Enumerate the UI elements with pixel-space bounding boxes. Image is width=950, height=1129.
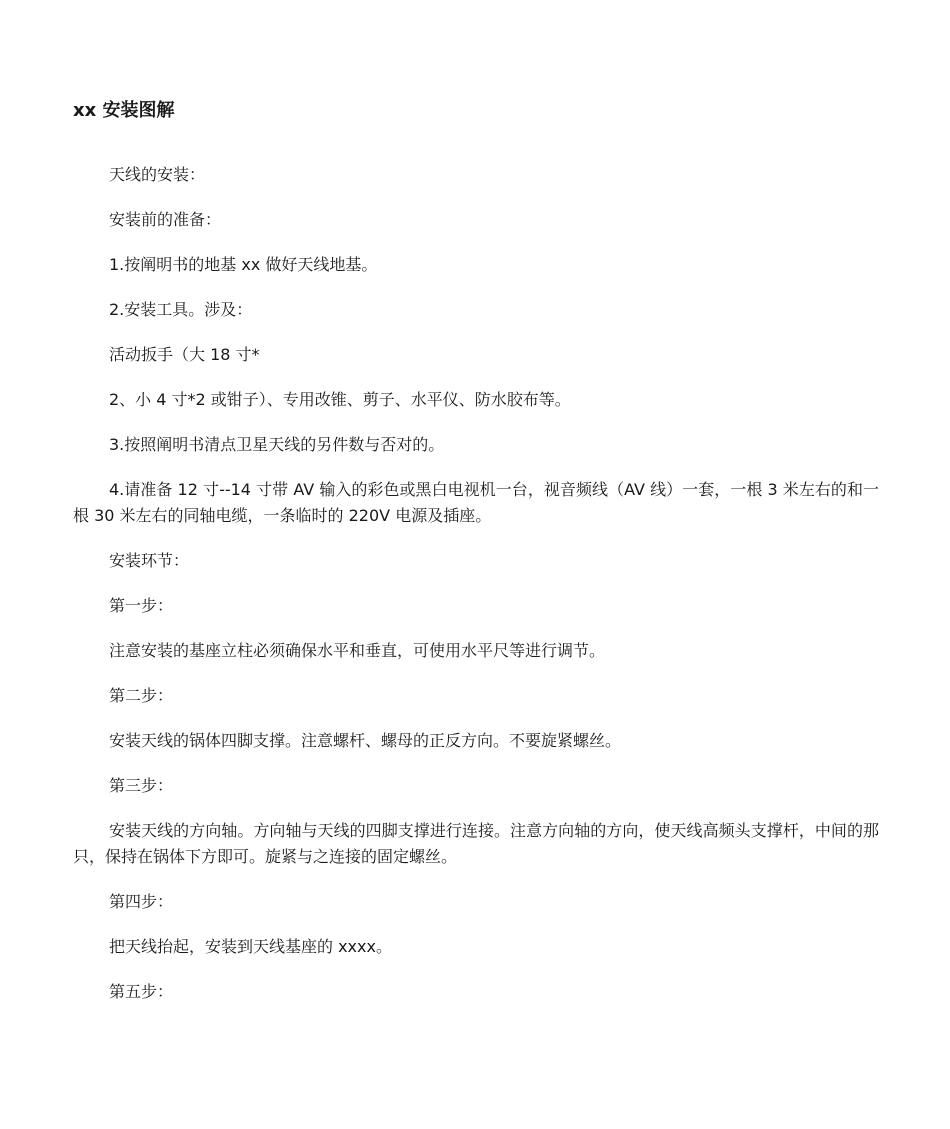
- paragraph-step-3: 安装天线的方向轴。方向轴与天线的四脚支撑进行连接。注意方向轴的方向，使天线高频头支撑杆，中间的那只，保持在锅体下方即可。旋紧与之连接的固定螺丝。: [73, 821, 879, 866]
- paragraph-install-steps: 安装环节：: [109, 551, 190, 570]
- paragraph-preparation: 安装前的准备：: [109, 210, 222, 229]
- paragraph-antenna-install: 天线的安装：: [109, 165, 206, 184]
- paragraph-step-2: 安装天线的锅体四脚支撑。注意螺杆、螺母的正反方向。不要旋紧螺丝。: [109, 731, 622, 750]
- paragraph-check-parts: 3.按照阐明书清点卫星天线的另件数与否对的。: [109, 435, 445, 454]
- document-title: xx 安装图解: [73, 100, 175, 121]
- paragraph-step-1: 注意安装的基座立柱必须确保水平和垂直，可使用水平尺等进行调节。: [109, 641, 606, 660]
- paragraph-step-foundation: 1.按阐明书的地基 xx 做好天线地基。: [109, 255, 378, 274]
- paragraph-tool-list: 2、小 4 寸*2 或钳子）、专用改锥、剪子、水平仪、防水胶布等。: [109, 390, 571, 409]
- heading-step-5: 第五步：: [109, 982, 174, 1001]
- heading-step-1: 第一步：: [109, 596, 174, 615]
- document-body: [73, 162, 879, 1024]
- heading-step-4: 第四步：: [109, 892, 174, 911]
- paragraph-wrench: 活动扳手（大 18 寸*: [109, 345, 260, 364]
- paragraph-step-4: 把天线抬起，安装到天线基座的 xxxx。: [109, 937, 392, 956]
- heading-step-3: 第三步：: [109, 776, 174, 795]
- paragraph-equipment: 4.请准备 12 寸--14 寸带 AV 输入的彩色或黑白电视机一台，视音频线（AV 线）一套，一根 3 米左右的和一根 30 米左右的同轴电缆，一条临时的 220V 电源及插座。: [73, 480, 879, 525]
- heading-step-2: 第二步：: [109, 686, 174, 705]
- paragraph-tools: 2.安装工具。涉及：: [109, 300, 253, 319]
